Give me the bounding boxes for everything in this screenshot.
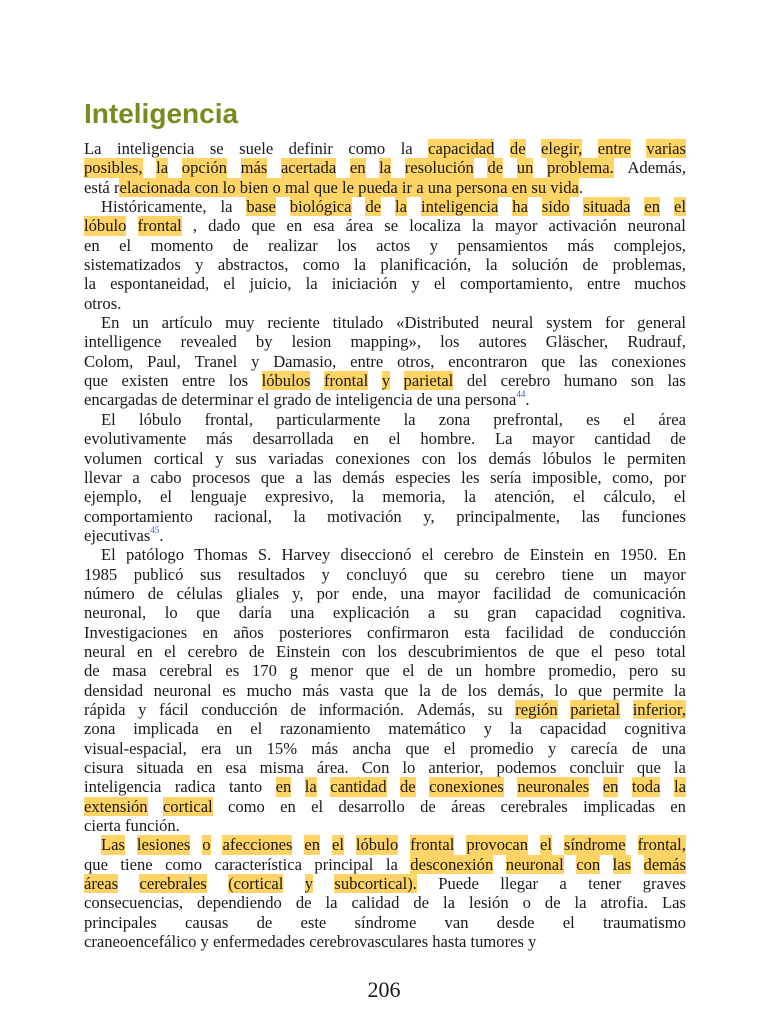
- text-line: Investigaciones en años posteriores confirmaron esta facilidad de conducción: [84, 622, 686, 642]
- text-line: Colom, Paul, Tranel y Damasio, entre otros, encontraron que las conexiones: [84, 351, 686, 371]
- text-line: neuronal, lo que daría una explicación a su gran capacidad cognitiva.: [84, 603, 686, 623]
- text-line: sistematizados y abstractos, como la planificación, la solución de problemas,: [84, 255, 686, 275]
- text-span: cierta función.: [84, 816, 180, 836]
- text-line: intelligence revealed by lesion mapping», los autores Gläscher, Rudrauf,: [84, 332, 686, 352]
- page-number: 206: [367, 977, 401, 1002]
- text-span: craneoencefálico y enfermedades cerebrovasculares hasta tumores y: [84, 932, 537, 952]
- text-line: El lóbulo frontal, particularmente la zona prefrontal, es el área: [101, 409, 686, 429]
- text-line: [84, 816, 686, 835]
- text-line: [84, 178, 686, 197]
- text-line: visual-espacial, era un 15% más ancha que el promedio y carecía de una: [84, 738, 686, 758]
- text-span: ejecutivas: [84, 525, 151, 545]
- text-span: encargadas de determinar el grado de inteligencia de una persona: [84, 390, 517, 410]
- text-line: la espontaneidad, el juicio, la iniciación y el comportamiento, entre muchos: [84, 274, 686, 294]
- text-span: otros.: [84, 293, 122, 313]
- text-line: extensión cortical como en el desarrollo de áreas cerebrales implicadas en: [84, 796, 686, 816]
- text-line: [84, 932, 686, 951]
- text-line: en el momento de realizar los actos y pensamientos más complejos,: [84, 235, 686, 255]
- highlighted-text: elacionada con lo bien o mal que le pueda ir a una persona en su vida: [119, 177, 579, 197]
- text-line: áreas cerebrales (cortical y subcortical). Puede llegar a tener graves: [84, 874, 686, 894]
- text-line: rápida y fácil conducción de información. Además, su región parietal inferior,: [84, 699, 686, 719]
- footnote-ref[interactable]: 44: [516, 389, 526, 400]
- text-line: 1985 publicó sus resultados y concluyó que su cerebro tiene un mayor: [84, 564, 686, 584]
- text-line: ejemplo, el lenguaje expresivo, la memoria, la atención, el cálculo, el: [84, 487, 686, 507]
- text-line: principales causas de este síndrome van desde el traumatismo: [84, 912, 686, 932]
- text-line: lóbulo frontal , dado que en esa área se localiza la mayor activación neuronal: [84, 216, 686, 236]
- text-line: El patólogo Thomas S. Harvey diseccionó el cerebro de Einstein en 1950. En: [101, 545, 686, 565]
- text-line: [84, 526, 686, 545]
- text-line: En un artículo muy reciente titulado «Distributed neural system for general: [101, 313, 686, 333]
- text-line: llevar a cabo procesos que a las demás especies les sería imposible, como, por: [84, 467, 686, 487]
- text-line: [84, 390, 686, 409]
- text-span: está r: [84, 177, 120, 197]
- text-line: de masa cerebral es 170 g menor que el de un hombre promedio, pero su: [84, 661, 686, 681]
- text-line: volumen cortical y sus variadas conexiones con los demás lóbulos le permiten: [84, 448, 686, 468]
- section-heading: Inteligencia: [84, 98, 239, 129]
- text-line: inteligencia radica tanto en la cantidad de conexiones neuronales en toda la: [84, 777, 686, 797]
- text-line: que tiene como característica principal la desconexión neuronal con las demás: [84, 854, 686, 874]
- text-span: .: [159, 525, 164, 545]
- text-line: neural en el cerebro de Einstein con los descubrimientos de que el peso total: [84, 641, 686, 661]
- text-line: posibles, la opción más acertada en la resolución de un problema. Además,: [84, 158, 686, 178]
- text-span: .: [525, 390, 530, 410]
- text-line: número de células gliales y, por ende, una mayor facilidad de comunicación: [84, 583, 686, 603]
- text-line: Históricamente, la base biológica de la inteligencia ha sido situada en el: [101, 197, 686, 217]
- text-line: Las lesiones o afecciones en el lóbulo frontal provocan el síndrome frontal,: [101, 835, 686, 855]
- text-line: La inteligencia se suele definir como la capacidad de elegir, entre varias: [84, 139, 686, 158]
- text-line: densidad neuronal es mucho más vasta que la de los demás, lo que permite la: [84, 680, 686, 700]
- text-line: zona implicada en el razonamiento matemático y la capacidad cognitiva: [84, 719, 686, 739]
- text-span: .: [578, 177, 584, 197]
- text-line: [84, 294, 686, 313]
- text-line: que existen entre los lóbulos frontal y parietal del cerebro humano son las: [84, 371, 686, 391]
- footnote-ref[interactable]: 45: [150, 524, 160, 535]
- text-line: comportamiento racional, la motivación y, principalmente, las funciones: [84, 506, 686, 526]
- text-line: evolutivamente más desarrollada en el hombre. La mayor cantidad de: [84, 429, 686, 449]
- body-text: [84, 139, 686, 951]
- text-line: consecuencias, dependiendo de la calidad de la lesión o de la atrofia. Las: [84, 893, 686, 913]
- text-line: cisura situada en esa misma área. Con lo anterior, podemos concluir que la: [84, 758, 686, 777]
